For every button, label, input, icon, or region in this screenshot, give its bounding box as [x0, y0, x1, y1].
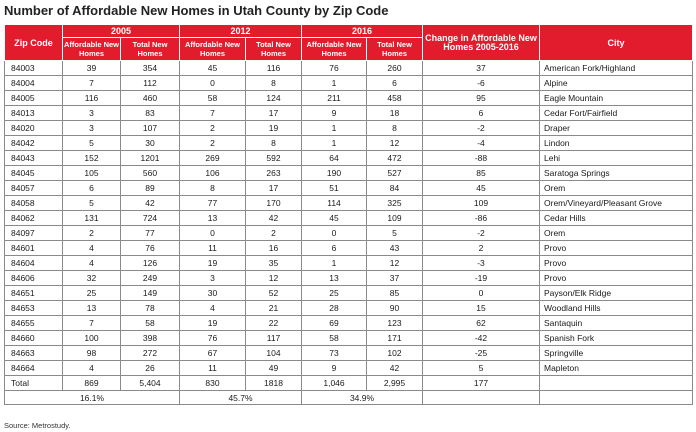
total-2012-cell: 16	[246, 241, 302, 256]
city-cell: Woodland Hills	[540, 301, 693, 316]
total-2016-cell: 325	[367, 196, 423, 211]
affordable-2012-cell: 269	[180, 151, 246, 166]
change-cell: 15	[423, 301, 540, 316]
affordable-2005-cell: 6	[63, 181, 121, 196]
table-row	[5, 91, 693, 106]
total-change: 177	[423, 376, 540, 391]
affordable-2016-cell: 190	[302, 166, 367, 181]
percentage-2005: 16.1%	[5, 391, 180, 405]
zip-code-cell: 84062	[5, 211, 63, 226]
affordable-2012-cell: 76	[180, 331, 246, 346]
change-cell: -88	[423, 151, 540, 166]
total-2005-cell: 89	[121, 181, 180, 196]
zip-code-cell: 84043	[5, 151, 63, 166]
table-row	[5, 256, 693, 271]
percentage-2012: 45.7%	[180, 391, 302, 405]
table-row	[5, 151, 693, 166]
change-cell: 45	[423, 181, 540, 196]
affordable-2005-cell: 39	[63, 61, 121, 76]
change-cell: -86	[423, 211, 540, 226]
change-cell: -6	[423, 76, 540, 91]
total-2012-cell: 17	[246, 106, 302, 121]
total-2016-cell: 12	[367, 256, 423, 271]
affordable-2005-cell: 98	[63, 346, 121, 361]
zip-code-cell: 84651	[5, 286, 63, 301]
change-cell: -25	[423, 346, 540, 361]
total-2016-cell: 458	[367, 91, 423, 106]
zip-code-cell: 84606	[5, 271, 63, 286]
total-2005-cell: 42	[121, 196, 180, 211]
affordable-2005-cell: 5	[63, 196, 121, 211]
total-2016-cell: 12	[367, 136, 423, 151]
total-2012-cell: 17	[246, 181, 302, 196]
total-2012-cell: 170	[246, 196, 302, 211]
change-cell: -4	[423, 136, 540, 151]
zip-code-cell: 84020	[5, 121, 63, 136]
table-body	[5, 61, 693, 376]
affordable-2005-cell: 32	[63, 271, 121, 286]
affordable-2012-cell: 2	[180, 136, 246, 151]
city-cell: Provo	[540, 241, 693, 256]
affordable-2016-cell: 114	[302, 196, 367, 211]
percentage-2016: 34.9%	[302, 391, 423, 405]
total-2005-cell: 30	[121, 136, 180, 151]
city-cell: Orem/Vineyard/Pleasant Grove	[540, 196, 693, 211]
total-2005-cell: 112	[121, 76, 180, 91]
table-row	[5, 241, 693, 256]
total-2005-cell: 77	[121, 226, 180, 241]
affordable-2016-cell: 1	[302, 256, 367, 271]
zip-code-cell: 84057	[5, 181, 63, 196]
table-row	[5, 76, 693, 91]
source-note: Source: Metrostudy.	[4, 421, 71, 430]
total-2016-header: Total New Homes	[367, 38, 423, 61]
affordable-2016-cell: 13	[302, 271, 367, 286]
city-cell: American Fork/Highland	[540, 61, 693, 76]
percentage-empty-change	[423, 391, 540, 405]
affordable-2016-cell: 73	[302, 346, 367, 361]
affordable-2005-cell: 7	[63, 76, 121, 91]
change-cell: -3	[423, 256, 540, 271]
city-cell: Saratoga Springs	[540, 166, 693, 181]
total-2012-cell: 42	[246, 211, 302, 226]
city-cell: Mapleton	[540, 361, 693, 376]
affordable-2005-cell: 5	[63, 136, 121, 151]
city-cell: Cedar Fort/Fairfield	[540, 106, 693, 121]
total-2016-cell: 42	[367, 361, 423, 376]
table-row	[5, 106, 693, 121]
affordable-2012-cell: 0	[180, 226, 246, 241]
total-2016-cell: 472	[367, 151, 423, 166]
total-2016-cell: 85	[367, 286, 423, 301]
change-header: Change in Affordable New Homes 2005-2016	[423, 25, 540, 61]
affordable-2016-cell: 1	[302, 121, 367, 136]
change-cell: 85	[423, 166, 540, 181]
total-2005-cell: 76	[121, 241, 180, 256]
affordable-2016-cell: 211	[302, 91, 367, 106]
total-2016-cell: 90	[367, 301, 423, 316]
total-2012-cell: 8	[246, 136, 302, 151]
total-2016-cell: 43	[367, 241, 423, 256]
affordable-2005-cell: 25	[63, 286, 121, 301]
total-2012-cell: 21	[246, 301, 302, 316]
city-cell: Eagle Mountain	[540, 91, 693, 106]
total-2016-cell: 527	[367, 166, 423, 181]
total-2005-cell: 460	[121, 91, 180, 106]
affordable-2012-cell: 106	[180, 166, 246, 181]
total-2016-cell: 5	[367, 226, 423, 241]
total-2012-header: Total New Homes	[246, 38, 302, 61]
zip-code-cell: 84058	[5, 196, 63, 211]
city-cell: Draper	[540, 121, 693, 136]
affordable-2016-cell: 25	[302, 286, 367, 301]
zip-code-cell: 84045	[5, 166, 63, 181]
change-cell: 109	[423, 196, 540, 211]
affordable-2016-cell: 69	[302, 316, 367, 331]
city-cell: Lindon	[540, 136, 693, 151]
zip-code-cell: 84664	[5, 361, 63, 376]
affordable-2005-cell: 100	[63, 331, 121, 346]
zip-code-cell: 84604	[5, 256, 63, 271]
page-title: Number of Affordable New Homes in Utah County by Zip Code	[4, 3, 389, 18]
total-2012-cell: 2	[246, 226, 302, 241]
total-2016-cell: 171	[367, 331, 423, 346]
year-2012-header: 2012	[180, 25, 302, 38]
total-2012-cell: 19	[246, 121, 302, 136]
affordable-2012-cell: 19	[180, 316, 246, 331]
affordable-2012-cell: 58	[180, 91, 246, 106]
zip-code-cell: 84042	[5, 136, 63, 151]
affordable-2012-cell: 11	[180, 361, 246, 376]
change-cell: -2	[423, 121, 540, 136]
city-header: City	[540, 25, 693, 61]
total-affordable-2012: 830	[180, 376, 246, 391]
affordable-2005-cell: 105	[63, 166, 121, 181]
total-2005-cell: 724	[121, 211, 180, 226]
change-cell: 62	[423, 316, 540, 331]
city-cell: Orem	[540, 181, 693, 196]
city-cell: Orem	[540, 226, 693, 241]
affordable-2016-cell: 76	[302, 61, 367, 76]
affordable-2012-cell: 77	[180, 196, 246, 211]
table-row	[5, 346, 693, 361]
change-cell: 5	[423, 361, 540, 376]
total-2005-cell: 560	[121, 166, 180, 181]
affordable-2005-cell: 13	[63, 301, 121, 316]
zip-code-cell: 84601	[5, 241, 63, 256]
city-cell: Alpine	[540, 76, 693, 91]
table-row	[5, 226, 693, 241]
change-cell: 95	[423, 91, 540, 106]
zip-code-cell: 84663	[5, 346, 63, 361]
total-2005-cell: 26	[121, 361, 180, 376]
zip-code-cell: 84655	[5, 316, 63, 331]
total-2012-cell: 49	[246, 361, 302, 376]
affordable-2016-cell: 28	[302, 301, 367, 316]
total-city	[540, 376, 693, 391]
total-affordable-2016: 1,046	[302, 376, 367, 391]
city-cell: Cedar Hills	[540, 211, 693, 226]
city-cell: Provo	[540, 271, 693, 286]
total-new-2012: 1818	[246, 376, 302, 391]
zip-code-cell: 84005	[5, 91, 63, 106]
total-2012-cell: 8	[246, 76, 302, 91]
change-cell: -2	[423, 226, 540, 241]
total-2012-cell: 592	[246, 151, 302, 166]
total-2005-cell: 398	[121, 331, 180, 346]
total-2012-cell: 116	[246, 61, 302, 76]
total-2005-cell: 149	[121, 286, 180, 301]
affordable-2005-cell: 3	[63, 106, 121, 121]
percentage-empty-city	[540, 391, 693, 405]
total-new-2016: 2,995	[367, 376, 423, 391]
affordable-2005-cell: 7	[63, 316, 121, 331]
affordable-2012-cell: 4	[180, 301, 246, 316]
total-2005-cell: 1201	[121, 151, 180, 166]
affordable-2012-cell: 11	[180, 241, 246, 256]
zip-code-cell: 84003	[5, 61, 63, 76]
affordable-2012-cell: 45	[180, 61, 246, 76]
affordable-2012-cell: 3	[180, 271, 246, 286]
percentage-row	[5, 391, 693, 405]
city-cell: Spanish Fork	[540, 331, 693, 346]
total-2016-cell: 102	[367, 346, 423, 361]
affordable-2016-cell: 58	[302, 331, 367, 346]
change-cell: 6	[423, 106, 540, 121]
table-row	[5, 61, 693, 76]
affordable-2016-cell: 9	[302, 361, 367, 376]
total-affordable-2005: 869	[63, 376, 121, 391]
affordable-2016-cell: 6	[302, 241, 367, 256]
total-2005-cell: 126	[121, 256, 180, 271]
zip-code-cell: 84660	[5, 331, 63, 346]
affordable-2016-cell: 1	[302, 76, 367, 91]
city-cell: Provo	[540, 256, 693, 271]
affordable-homes-table	[4, 24, 693, 405]
affordable-2012-cell: 19	[180, 256, 246, 271]
city-cell: Payson/Elk Ridge	[540, 286, 693, 301]
total-2012-cell: 35	[246, 256, 302, 271]
table-row	[5, 271, 693, 286]
city-cell: Santaquin	[540, 316, 693, 331]
affordable-2012-cell: 8	[180, 181, 246, 196]
affordable-2012-cell: 2	[180, 121, 246, 136]
city-cell: Lehi	[540, 151, 693, 166]
total-new-2005: 5,404	[121, 376, 180, 391]
table-row	[5, 301, 693, 316]
zip-code-cell: 84004	[5, 76, 63, 91]
affordable-2005-cell: 116	[63, 91, 121, 106]
table-row	[5, 331, 693, 346]
zip-code-header: Zip Code	[5, 25, 63, 61]
year-2016-header: 2016	[302, 25, 423, 38]
affordable-2016-cell: 9	[302, 106, 367, 121]
affordable-2005-cell: 131	[63, 211, 121, 226]
zip-code-cell: 84013	[5, 106, 63, 121]
total-2005-cell: 249	[121, 271, 180, 286]
total-2012-cell: 124	[246, 91, 302, 106]
table-row	[5, 136, 693, 151]
total-2005-cell: 354	[121, 61, 180, 76]
affordable-2016-cell: 51	[302, 181, 367, 196]
total-2016-cell: 260	[367, 61, 423, 76]
table-row	[5, 316, 693, 331]
total-2005-header: Total New Homes	[121, 38, 180, 61]
zip-code-cell: 84097	[5, 226, 63, 241]
affordable-2016-cell: 45	[302, 211, 367, 226]
table-row	[5, 361, 693, 376]
change-cell: -42	[423, 331, 540, 346]
total-2012-cell: 263	[246, 166, 302, 181]
total-2005-cell: 58	[121, 316, 180, 331]
total-2012-cell: 117	[246, 331, 302, 346]
affordable-2016-cell: 1	[302, 136, 367, 151]
total-2005-cell: 83	[121, 106, 180, 121]
affordable-2016-cell: 0	[302, 226, 367, 241]
change-cell: 0	[423, 286, 540, 301]
total-2016-cell: 109	[367, 211, 423, 226]
affordable-2016-header: Affordable New Homes	[302, 38, 367, 61]
table-row	[5, 196, 693, 211]
total-2016-cell: 18	[367, 106, 423, 121]
table-row	[5, 286, 693, 301]
change-cell: -19	[423, 271, 540, 286]
year-2005-header: 2005	[63, 25, 180, 38]
affordable-2005-cell: 4	[63, 256, 121, 271]
total-2016-cell: 123	[367, 316, 423, 331]
total-2016-cell: 8	[367, 121, 423, 136]
affordable-2012-cell: 67	[180, 346, 246, 361]
affordable-2005-cell: 4	[63, 241, 121, 256]
total-2005-cell: 272	[121, 346, 180, 361]
total-2016-cell: 84	[367, 181, 423, 196]
affordable-2012-cell: 13	[180, 211, 246, 226]
affordable-2012-cell: 7	[180, 106, 246, 121]
affordable-2012-cell: 0	[180, 76, 246, 91]
affordable-2005-cell: 152	[63, 151, 121, 166]
total-2016-cell: 6	[367, 76, 423, 91]
change-cell: 2	[423, 241, 540, 256]
affordable-2012-cell: 30	[180, 286, 246, 301]
affordable-2005-cell: 3	[63, 121, 121, 136]
city-cell: Springville	[540, 346, 693, 361]
total-2016-cell: 37	[367, 271, 423, 286]
total-row	[5, 376, 693, 391]
affordable-2005-cell: 4	[63, 361, 121, 376]
change-cell: 37	[423, 61, 540, 76]
total-2012-cell: 12	[246, 271, 302, 286]
table-row	[5, 166, 693, 181]
total-label: Total	[5, 376, 63, 391]
total-2012-cell: 104	[246, 346, 302, 361]
table-row	[5, 211, 693, 226]
total-2012-cell: 52	[246, 286, 302, 301]
table-row	[5, 121, 693, 136]
affordable-2005-cell: 2	[63, 226, 121, 241]
total-2005-cell: 78	[121, 301, 180, 316]
total-2005-cell: 107	[121, 121, 180, 136]
affordable-2005-header: Affordable New Homes	[63, 38, 121, 61]
affordable-2012-header: Affordable New Homes	[180, 38, 246, 61]
zip-code-cell: 84653	[5, 301, 63, 316]
affordable-2016-cell: 64	[302, 151, 367, 166]
table-row	[5, 181, 693, 196]
total-2012-cell: 22	[246, 316, 302, 331]
